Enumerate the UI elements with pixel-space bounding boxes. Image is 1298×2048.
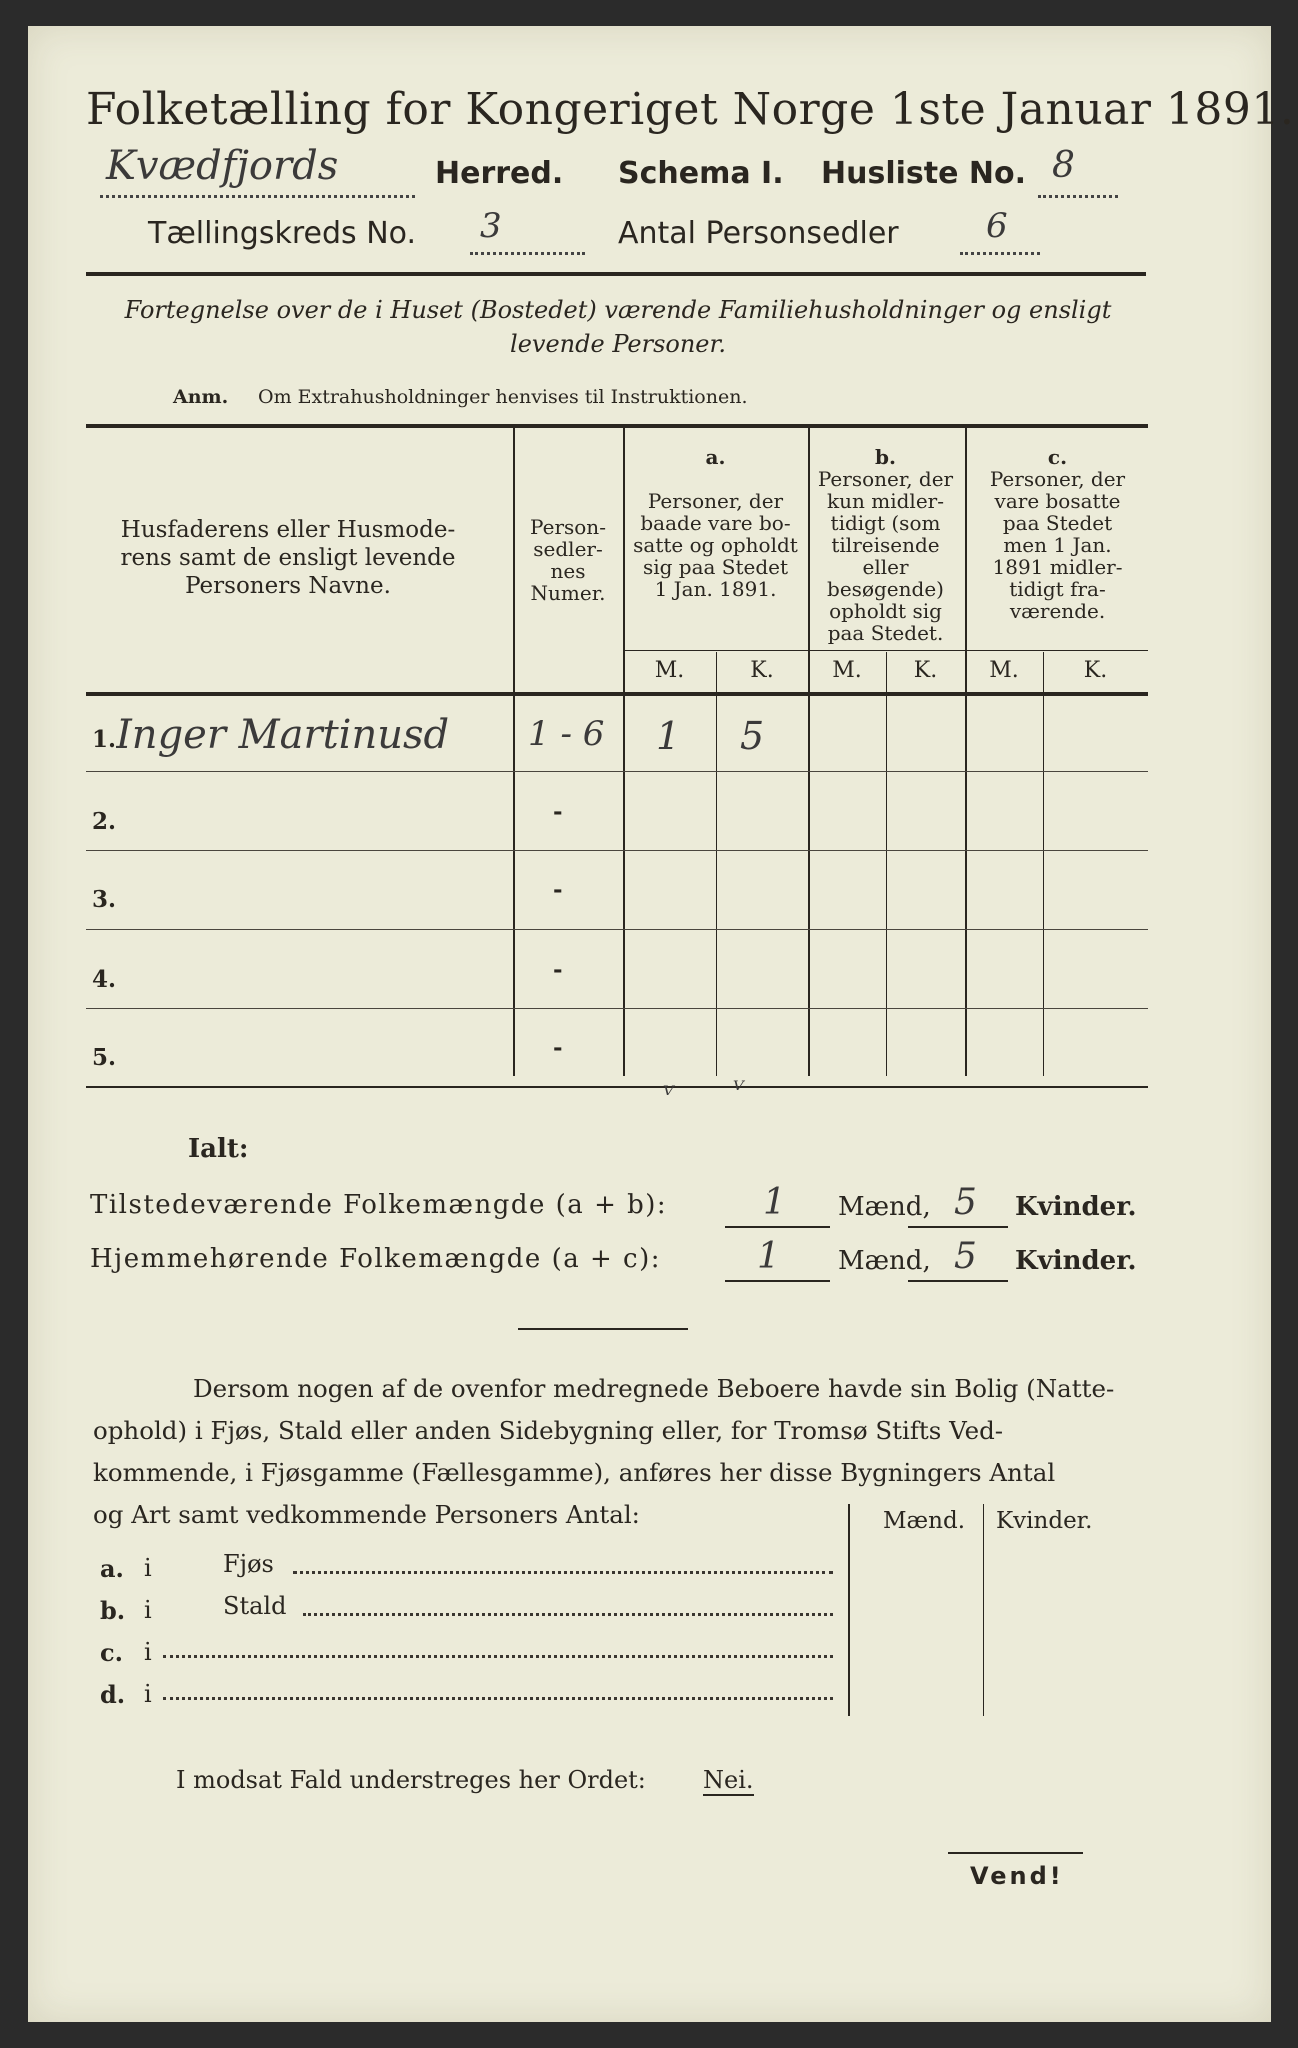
mk-label: K. — [750, 658, 774, 683]
row-sedler-num: - — [553, 798, 563, 825]
buildings-col-kvinder: Kvinder. — [996, 1508, 1093, 1534]
row-number: 2. — [92, 808, 117, 835]
modsat-text: I modsat Fald understreges her Ordet: — [176, 1766, 646, 1794]
tilst-kvinder: Kvinder. — [1015, 1192, 1137, 1222]
section-divider — [518, 1328, 688, 1330]
col-name-header-line: rens samt de ensligt levende — [120, 545, 456, 571]
building-letter: a. — [100, 1554, 124, 1583]
herred-label: Herred. — [435, 156, 564, 191]
buildings-para-line: og Art samt vedkommende Personers Antal: — [93, 1500, 640, 1529]
building-label: Fjøs — [223, 1550, 274, 1578]
col-b-header — [808, 446, 963, 644]
row-rule — [86, 771, 1148, 772]
col-b-header-line: kun midler- — [827, 489, 944, 513]
nei-word: Nei. — [703, 1766, 754, 1794]
buildings-para-line: kommende, i Fjøsgamme (Fællesgamme), anføres her disse Bygningers Antal — [93, 1458, 1056, 1487]
herred-field — [100, 143, 415, 198]
col-a-header-line: Personer, der — [647, 489, 784, 513]
mk-divider — [623, 650, 1148, 651]
col-c-header-line: paa Stedet — [1002, 511, 1113, 535]
col-name-header-line: Personers Navne. — [185, 573, 391, 599]
col-b-header-line: opholdt sig — [829, 599, 942, 623]
col-a-header-line: baade vare bo- — [640, 511, 791, 535]
buildings-divider — [983, 1504, 984, 1716]
anm-label: Anm. — [173, 386, 229, 408]
mk-label: M. — [654, 658, 685, 683]
husliste-label: Husliste No. — [821, 156, 1026, 191]
building-letter: d. — [100, 1680, 126, 1709]
anm-text: Om Extrahusholdninger henvises til Instruktionen. — [258, 386, 748, 408]
tick-mark: ⱽ — [663, 1081, 674, 1109]
col-b-header-line: tidigt (som — [830, 511, 941, 535]
tilst-m-field — [725, 1182, 830, 1228]
col-b-header-line: tilreisende — [831, 533, 940, 557]
col-divider — [513, 426, 515, 1076]
antal-value: 6 — [986, 206, 1008, 246]
vend-text: Vend! — [970, 1862, 1064, 1890]
col-num-header-line: Person- — [530, 515, 606, 539]
col-divider — [623, 426, 625, 1076]
tilst-label: Tilstedeværende Folkemængde (a + b): — [90, 1190, 668, 1220]
intro-line1: Fortegnelse over de i Huset (Bostedet) værende Familiehusholdninger og ensligt — [124, 296, 1112, 324]
tilst-k-value: 5 — [954, 1182, 977, 1223]
row-a-m: 1 — [656, 714, 681, 758]
col-c-header-line: tidigt fra- — [1009, 577, 1106, 601]
buildings-paragraph — [93, 1368, 1148, 1536]
building-i: i — [144, 1638, 152, 1666]
buildings-divider — [848, 1504, 850, 1716]
col-num-header-line: Numer. — [530, 581, 606, 605]
hjem-m-value: 1 — [757, 1236, 780, 1277]
census-form-sheet — [28, 26, 1295, 2022]
building-dotline — [293, 1571, 833, 1574]
col-divider — [886, 652, 887, 1076]
kreds-field — [470, 206, 585, 255]
col-divider — [1043, 652, 1044, 1076]
row-rule — [86, 1008, 1148, 1009]
row-sedler-num: 1 - 6 — [528, 714, 605, 754]
col-b-header-line: besøgende) — [827, 577, 944, 601]
tilst-maend: Mænd, — [838, 1192, 931, 1222]
table-top-rule — [86, 424, 1148, 428]
hjem-k-value: 5 — [954, 1236, 977, 1277]
col-c-header — [965, 446, 1150, 622]
building-dotline — [163, 1655, 833, 1658]
col-a-header-line: satte og opholdt — [633, 533, 798, 557]
row-number: 4. — [92, 966, 117, 993]
row-number: 3. — [92, 886, 117, 913]
schema-label: Schema I. — [618, 156, 784, 191]
col-num-header — [518, 516, 618, 604]
antal-field — [960, 206, 1040, 255]
col-divider — [808, 426, 810, 1076]
table-header-rule — [86, 692, 1148, 696]
buildings-para-line: Dersom nogen af de ovenfor medregnede Beboere havde sin Bolig (Natte- — [193, 1374, 1115, 1403]
building-dotline — [163, 1697, 833, 1700]
row-rule — [86, 850, 1148, 851]
mk-label: K. — [1083, 658, 1108, 683]
herred-value: Kvædfjords — [106, 143, 339, 189]
col-name-header — [93, 516, 483, 600]
col-b-header-line: Personer, der — [817, 467, 954, 491]
row-a-k: 5 — [740, 714, 765, 758]
row-rule — [86, 929, 1148, 930]
row-sedler-num: - — [553, 876, 563, 903]
col-a-header-line: sig paa Stedet — [642, 555, 789, 579]
building-letter: b. — [100, 1596, 126, 1625]
col-a-letter: a. — [705, 445, 726, 469]
row-sedler-num: - — [553, 956, 563, 983]
husliste-value: 8 — [1052, 145, 1075, 186]
tick-mark: ⱽ — [733, 1076, 744, 1104]
kreds-label: Tællingskreds No. — [148, 216, 416, 251]
form-title: Folketælling for Kongeriget Norge 1ste Januar 1891. — [86, 84, 1295, 135]
hjem-maend: Mænd, — [838, 1246, 931, 1276]
buildings-para-line: ophold) i Fjøs, Stald eller anden Sidebygning eller, for Tromsø Stifts Ved- — [93, 1416, 1004, 1445]
row-number: 1. — [92, 726, 117, 753]
col-num-header-line: sedler- — [533, 537, 603, 561]
ialt-label: Ialt: — [188, 1134, 249, 1164]
building-i: i — [144, 1680, 152, 1708]
antal-label: Antal Personsedler — [618, 216, 899, 251]
row-name: Inger Martinusd — [116, 712, 450, 758]
col-num-header-line: nes — [550, 559, 586, 583]
intro-line2: levende Personer. — [510, 330, 726, 358]
col-a-header — [623, 446, 808, 600]
col-b-letter: b. — [875, 445, 896, 469]
hjem-k-field — [908, 1236, 1008, 1282]
col-c-header-line: 1891 midler- — [992, 555, 1123, 579]
hjem-kvinder: Kvinder. — [1015, 1246, 1137, 1276]
col-c-header-line: men 1 Jan. — [1003, 533, 1112, 557]
col-b-header-line: paa Stedet. — [827, 621, 944, 645]
mk-label: M. — [989, 658, 1019, 683]
building-label: Stald — [223, 1592, 287, 1620]
row-sedler-num: - — [553, 1034, 563, 1061]
mk-label: K. — [913, 658, 938, 683]
row-number: 5. — [92, 1044, 117, 1071]
col-c-letter: c. — [1047, 445, 1068, 469]
hjem-m-field — [725, 1236, 830, 1282]
buildings-col-maend: Mænd. — [883, 1508, 966, 1534]
col-divider — [716, 652, 717, 1076]
header-rule — [86, 272, 1146, 276]
building-letter: c. — [100, 1638, 123, 1667]
mk-label: M. — [832, 658, 862, 683]
kreds-value: 3 — [480, 206, 502, 246]
tilst-k-field — [908, 1182, 1008, 1228]
husliste-field — [1038, 145, 1118, 198]
tilst-m-value: 1 — [763, 1182, 786, 1223]
col-c-header-line: vare bosatte — [994, 489, 1121, 513]
building-i: i — [144, 1596, 152, 1624]
col-divider — [965, 426, 967, 1076]
col-c-header-line: Personer, der — [989, 467, 1126, 491]
col-a-header-line: 1 Jan. 1891. — [654, 577, 777, 601]
table-bottom-rule — [86, 1086, 1148, 1088]
building-dotline — [303, 1613, 833, 1616]
hjem-label: Hjemmehørende Folkemængde (a + c): — [90, 1244, 661, 1274]
vend-rule — [948, 1852, 1083, 1854]
col-b-header-line: eller — [862, 555, 909, 579]
building-i: i — [144, 1554, 152, 1582]
col-name-header-line: Husfaderens eller Husmode- — [120, 517, 456, 543]
col-c-header-line: værende. — [1009, 599, 1106, 623]
